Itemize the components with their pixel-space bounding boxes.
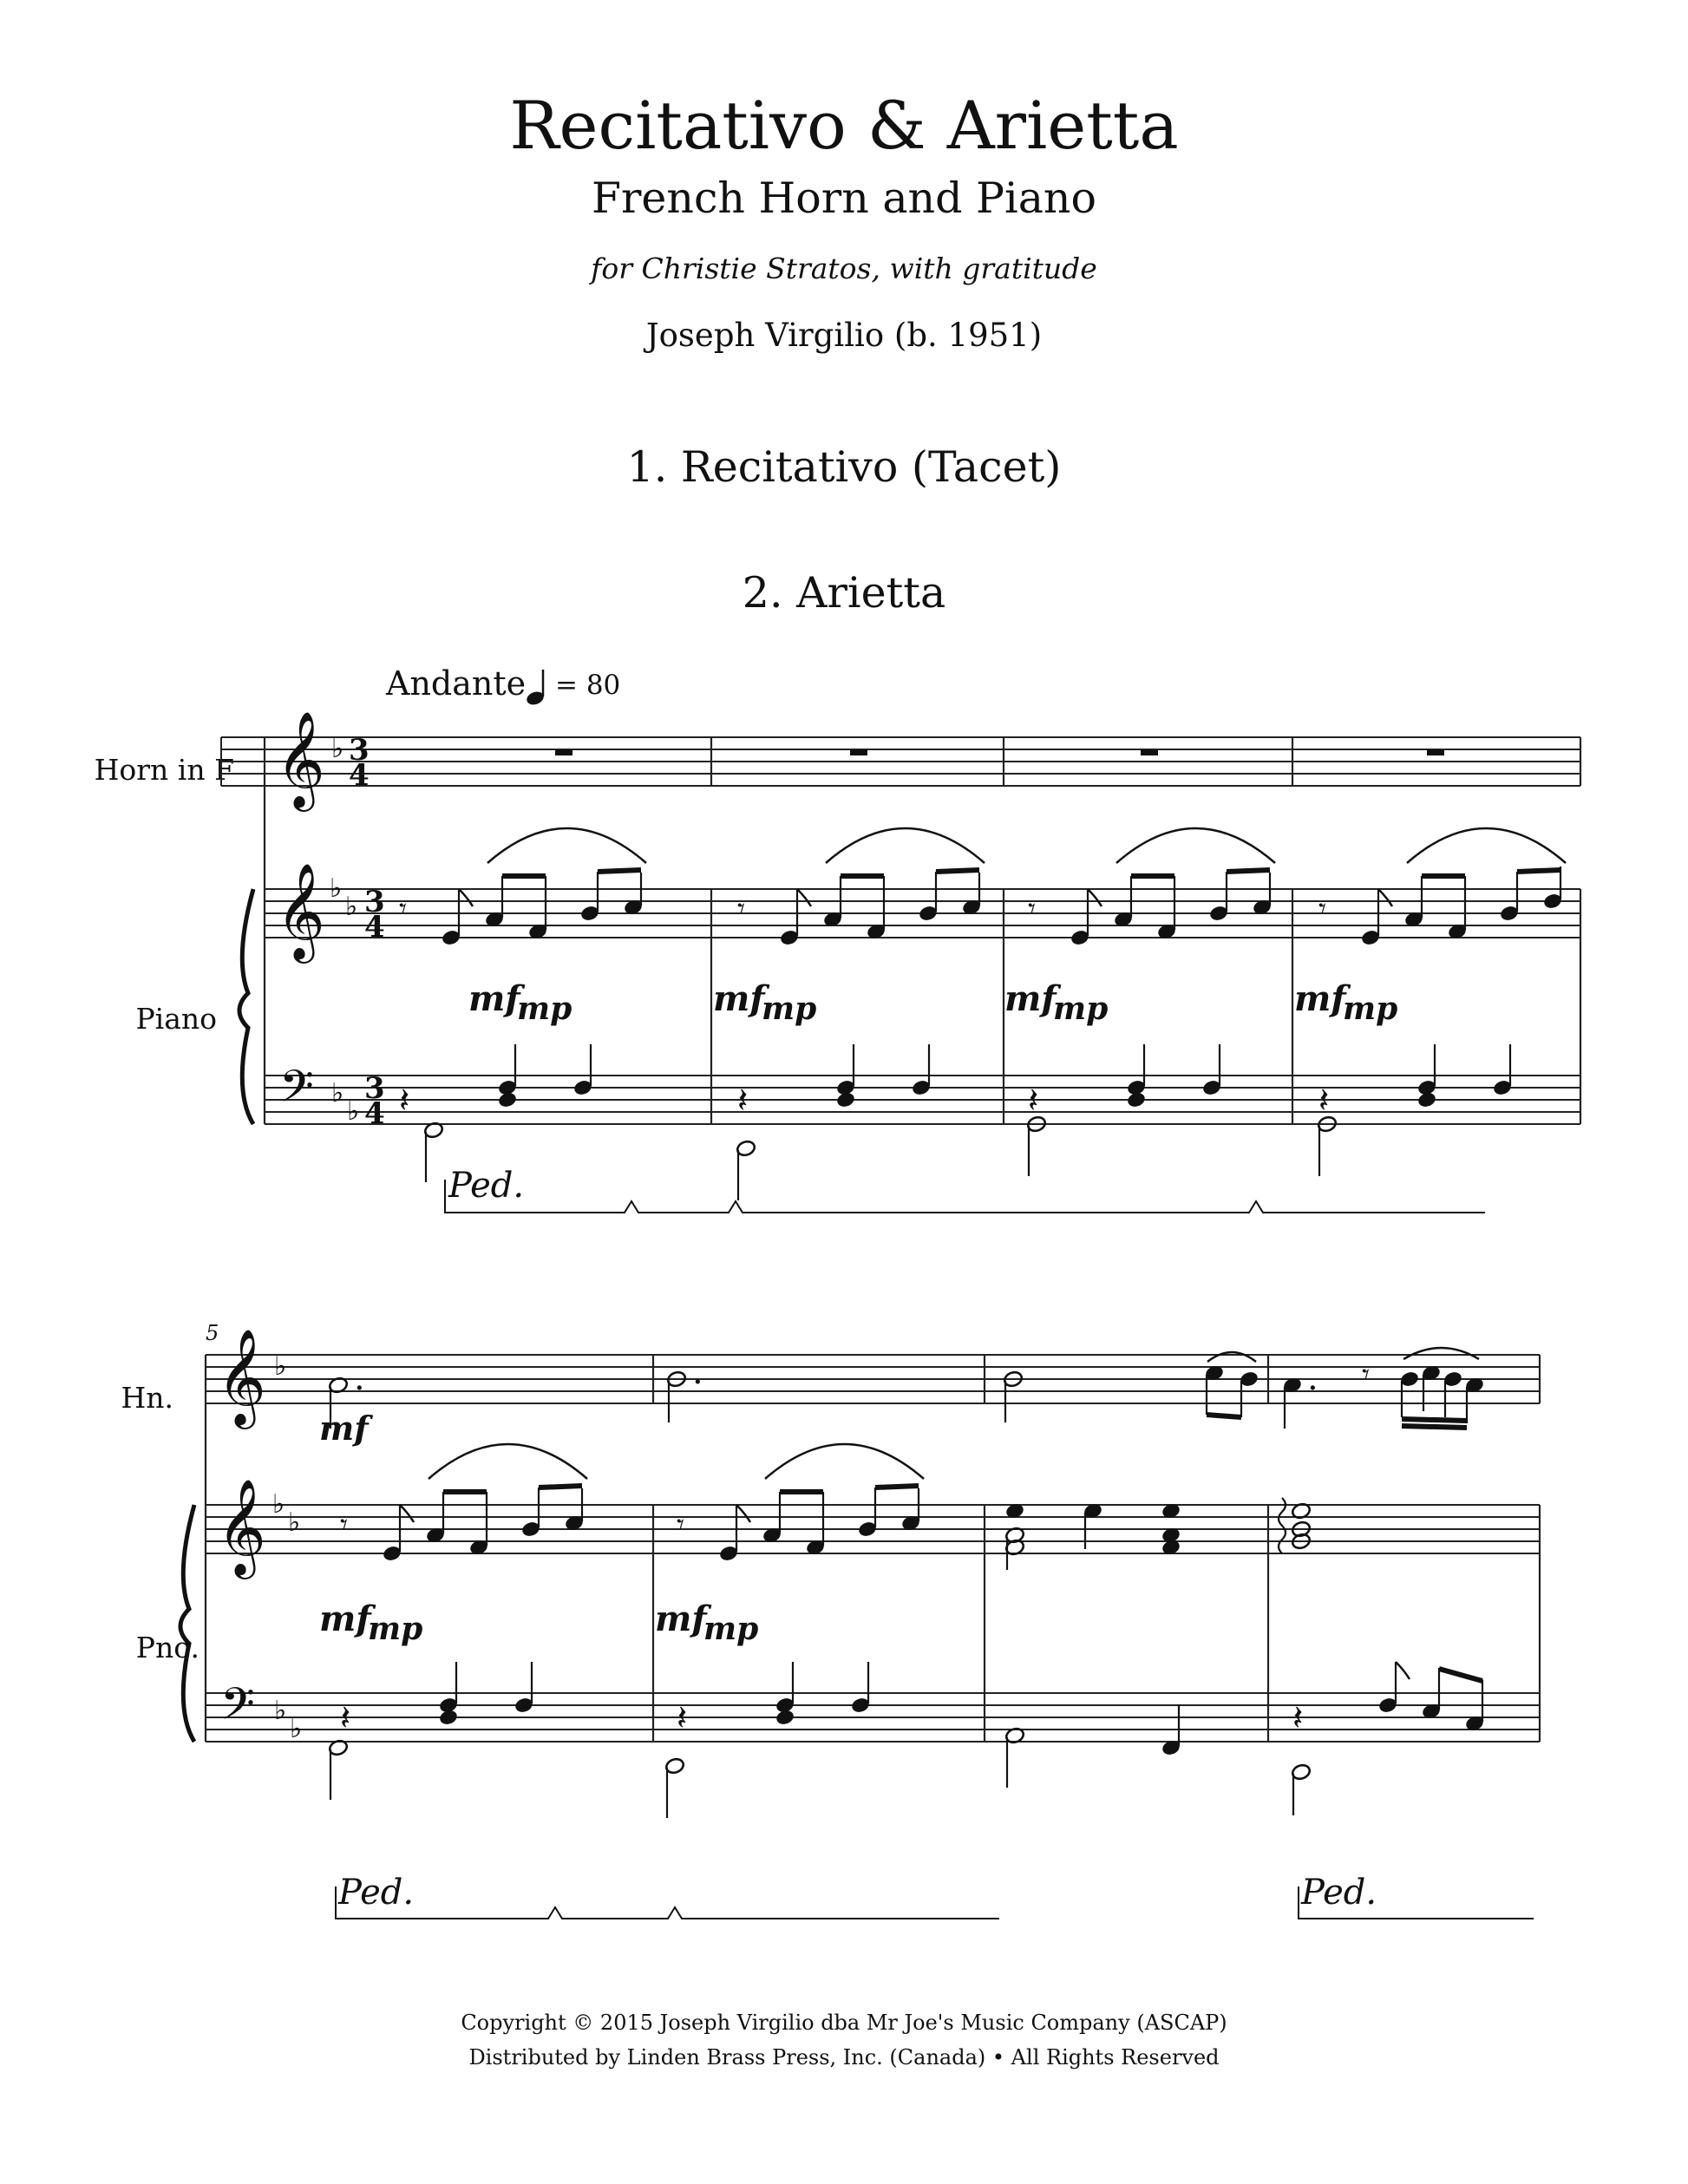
flat-icon: ♭ (331, 1078, 344, 1108)
flag (736, 1505, 750, 1522)
time-signature-top: 3 (349, 733, 370, 768)
note-head (438, 1709, 459, 1727)
quarter-rest-icon: 𝄽 (677, 1698, 688, 1738)
flat-icon: ♭ (288, 1507, 301, 1538)
eighth-rest-icon: 𝄾 (340, 1507, 349, 1542)
treble-clef-icon: 𝄞 (276, 862, 325, 959)
time-signature-top: 3 (364, 885, 385, 919)
dynamic-mark: mf (319, 1409, 369, 1448)
flat-icon: ♭ (347, 1096, 360, 1127)
flat-icon: ♭ (274, 1351, 287, 1382)
note-head (497, 1091, 518, 1109)
eighth-rest-icon: 𝄾 (1362, 1357, 1371, 1392)
note-head (1416, 1091, 1437, 1109)
bass-clef-icon: 𝄢 (220, 1677, 255, 1741)
dynamic-mark: mf (655, 1599, 707, 1639)
flag (459, 889, 473, 906)
score-title: Recitativo & Arietta (509, 87, 1179, 164)
bass-clef-icon: 𝄢 (279, 1060, 314, 1123)
beam (875, 1486, 919, 1488)
flat-icon: ♭ (272, 1489, 285, 1520)
beam (1517, 870, 1560, 872)
dynamic-mark: mp (517, 991, 572, 1027)
time-signature-top: 3 (364, 1071, 385, 1106)
dynamic-mark: mf (468, 978, 520, 1019)
beam (1207, 1415, 1241, 1417)
slur (1407, 828, 1566, 863)
arpeggio (1279, 1498, 1286, 1553)
movement-1-title: 1. Recitativo (Tacet) (626, 442, 1062, 492)
dot: . (1307, 1358, 1318, 1398)
dynamic-mark: mp (1343, 991, 1398, 1027)
dedication: for Christie Stratos, with gratitude (591, 252, 1097, 285)
piano-label: Piano (135, 1002, 217, 1036)
dynamic-mark: mp (368, 1611, 423, 1647)
whole-rest (1427, 749, 1444, 755)
slur (765, 1444, 924, 1479)
beam (936, 870, 979, 872)
flat-icon: ♭ (290, 1714, 303, 1744)
pedal-line (445, 1180, 1485, 1213)
beam (1402, 1419, 1467, 1421)
dynamic-mark: mf (713, 978, 765, 1019)
quarter-rest-icon: 𝄽 (340, 1698, 351, 1738)
time-signature-bottom: 4 (349, 758, 370, 793)
piano-brace-2 (180, 1505, 194, 1742)
flag (1088, 889, 1102, 906)
eighth-rest-icon: 𝄾 (1318, 892, 1327, 926)
slur (487, 828, 646, 863)
whole-rest (555, 749, 572, 755)
beam (1227, 870, 1270, 872)
dynamic-mark: mp (703, 1611, 759, 1647)
slur (1207, 1352, 1256, 1362)
time-signature-bottom: 4 (364, 910, 385, 945)
piano-label-short: Pno. (135, 1631, 200, 1664)
flat-icon: ♭ (330, 873, 343, 904)
movement-2-title: 2. Arietta (742, 568, 946, 618)
quarter-rest-icon: 𝄽 (1318, 1081, 1330, 1121)
flat-icon: ♭ (274, 1696, 287, 1726)
staff-lines (206, 737, 1580, 1742)
pedal-line-2 (336, 1886, 999, 1919)
time-signature-bottom: 4 (364, 1096, 385, 1131)
flag (797, 889, 811, 906)
dynamic-mark: mf (1004, 978, 1057, 1019)
eighth-rest-icon: 𝄾 (737, 892, 746, 926)
flat-icon: ♭ (331, 734, 344, 764)
notation (180, 710, 1566, 1919)
note-head (835, 1091, 856, 1109)
dynamic-mark: mf (319, 1599, 371, 1639)
score-subtitle: French Horn and Piano (592, 173, 1096, 223)
slur (1116, 828, 1275, 863)
dynamic-mark: mp (1053, 991, 1109, 1027)
tempo-bpm: = 80 (555, 670, 621, 701)
eighth-rest-icon: 𝄾 (399, 892, 408, 926)
composer: Joseph Virgilio (b. 1951) (645, 317, 1043, 354)
note-head (1126, 1091, 1147, 1109)
dynamic-mark: mf (1294, 978, 1346, 1019)
whole-rest (850, 749, 867, 755)
quarter-rest-icon: 𝄽 (399, 1081, 410, 1121)
pedal-mark-3: Ped. (1301, 1873, 1377, 1913)
pedal-mark: Ped. (448, 1166, 525, 1206)
piano-brace (239, 889, 253, 1124)
eighth-rest-icon: 𝄾 (1028, 892, 1037, 926)
horn-label: Horn in F (94, 753, 234, 787)
treble-clef-icon: 𝄞 (276, 710, 325, 808)
flag (1396, 1662, 1410, 1679)
quarter-rest-icon: 𝄽 (737, 1081, 749, 1121)
slur (429, 1444, 587, 1479)
beam (598, 870, 641, 872)
flag (1378, 889, 1392, 906)
whole-rest (1141, 749, 1158, 755)
quarter-rest-icon: 𝄽 (1292, 1698, 1304, 1738)
flag (400, 1505, 414, 1522)
note-head (775, 1709, 795, 1727)
tempo-marking: Andante (386, 664, 527, 703)
distribution-notice: Distributed by Linden Brass Press, Inc. (Canada) • All Rights Reserved (468, 2045, 1220, 2070)
beam (1439, 1669, 1482, 1681)
dot: . (354, 1358, 365, 1398)
beam (539, 1486, 582, 1488)
slur (826, 828, 985, 863)
eighth-rest-icon: 𝄾 (677, 1507, 685, 1542)
beam (1402, 1426, 1467, 1428)
measure-number: 5 (206, 1321, 219, 1345)
treble-clef-icon: 𝄞 (217, 1328, 266, 1425)
treble-clef-icon: 𝄞 (217, 1478, 266, 1575)
quarter-rest-icon: 𝄽 (1028, 1081, 1039, 1121)
horn-label-short: Hn. (121, 1381, 173, 1415)
dynamic-mark: mp (762, 991, 817, 1027)
pedal-mark-2: Ped. (338, 1873, 415, 1913)
dot: . (692, 1352, 703, 1392)
slur (1403, 1348, 1479, 1359)
copyright-notice: Copyright © 2015 Joseph Virgilio dba Mr Joe's Music Company (ASCAP) (461, 2011, 1227, 2035)
flat-icon: ♭ (345, 892, 358, 922)
